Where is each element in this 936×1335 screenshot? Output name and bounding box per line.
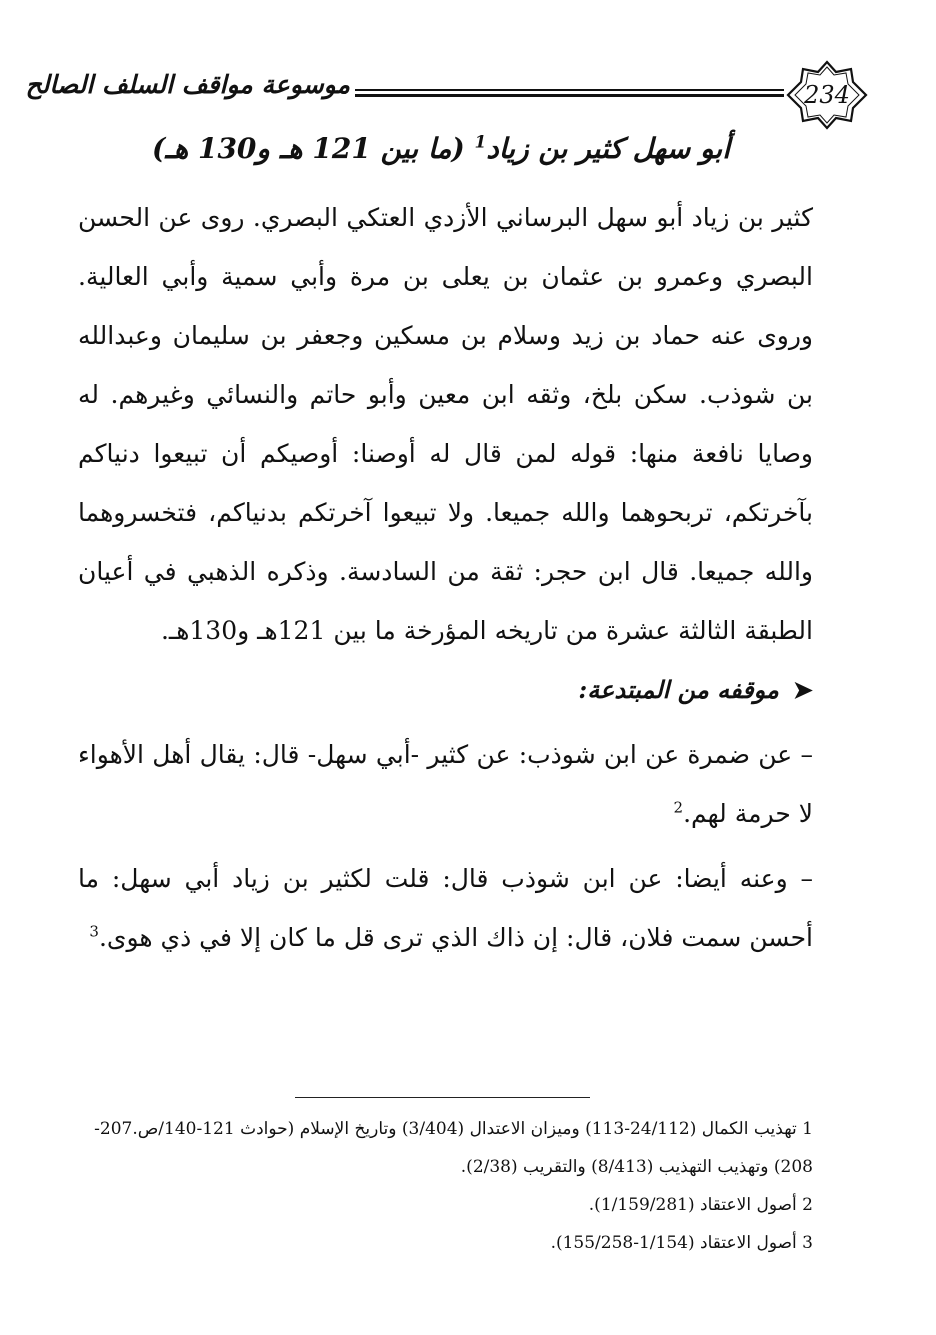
footnotes [78, 1110, 813, 1262]
footnote-ref[interactable]: 2 [673, 798, 684, 817]
header-rule [355, 89, 784, 99]
footnote-ref[interactable]: 1 [474, 132, 487, 153]
footnote: 2 أصول الاعتقاد (1/159/281). [588, 1195, 813, 1215]
entry-title-name: أبو سهل كثير بن زياد [486, 132, 730, 165]
arrow-bullet-icon: ➤ [792, 675, 813, 704]
footnote: 1 تهذيب الكمال (24/112-113) وميزان الاعتدال (3/404) وتاريخ الإسلام (حوادث 121-140/ص.207-208) وتهذيب التهذيب (8/413) والتقريب (2/38). [94, 1119, 813, 1177]
body-text [78, 188, 813, 967]
entry-title-dates: (ما بين 121 هـ و130 هـ) [152, 132, 475, 165]
section-heading [78, 660, 813, 719]
footnote-separator [295, 1097, 590, 1098]
entry-title [80, 132, 730, 165]
series-title: موسوعة مواقف السلف الصالح [25, 70, 350, 99]
page-number: 234 [804, 81, 850, 109]
narration-item [78, 725, 813, 843]
narration-text: – عن ضمرة عن ابن شوذب: عن كثير -أبي سهل- قال: يقال أهل الأهواء لا حرمة لهم. [78, 740, 813, 828]
footnote: 3 أصول الاعتقاد (1/154-155/258). [550, 1233, 813, 1253]
narration-text: – وعنه أيضا: عن ابن شوذب قال: قلت لكثير بن زياد أبي سهل: ما أحسن سمت فلان، قال: إن ذاك الذي ترى قل ما كان إلا في ذي هوى. [78, 864, 813, 952]
page-number-badge [784, 60, 870, 130]
footnote-ref[interactable]: 3 [89, 922, 99, 941]
narration-item [78, 849, 813, 967]
biography-paragraph: كثير بن زياد أبو سهل البرساني الأزدي العتكي البصري. روى عن الحسن البصري وعمرو بن عثمان بن يعلى بن مرة وأبي سمية وأبي العالية. وروى عنه حماد بن زيد وسلام بن مسكين وجعفر بن سليمان وعبدالله بن شوذب. سكن بلخ، وثقه ابن معين وأبو حاتم والنسائي وغيرهم. له وصايا نافعة منها: قوله لمن قال له أوصنا: أوصيكم أن تبيعوا دنياكم بآخرتكم، تربحوهما والله جميعا. ولا تبيعوا آخرتكم بدنياكم، فتخسروهما والله جميعا. قال ابن حجر: ثقة من السادسة. وذكره الذهبي في أعيان الطبقة الثالثة عشرة من تاريخه المؤرخة ما بين 121هـ و130هـ. [78, 203, 813, 645]
running-header [25, 60, 870, 130]
section-heading-text: موقفه من المبتدعة: [578, 675, 779, 704]
